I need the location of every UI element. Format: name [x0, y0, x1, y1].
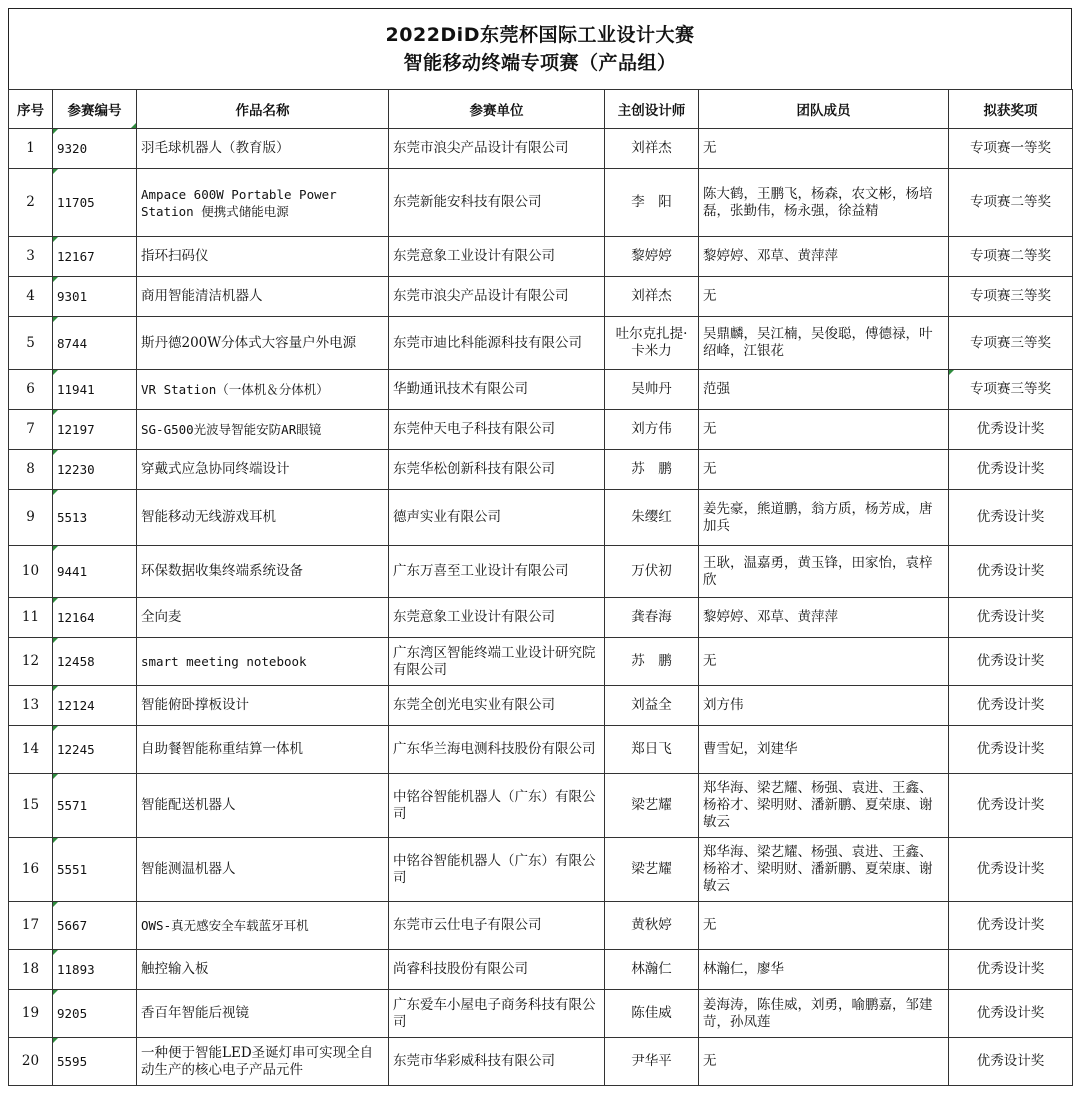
- header-code: 参赛编号: [53, 90, 137, 129]
- cell-award: 优秀设计奖: [949, 450, 1073, 490]
- cell-code: 9205: [53, 990, 137, 1038]
- cell-team: 范强: [699, 370, 949, 410]
- table-row: [9, 410, 1073, 450]
- cell-award: 优秀设计奖: [949, 990, 1073, 1038]
- cell-work-name: 智能配送机器人: [137, 774, 389, 838]
- cell-work-name: 斯丹德200W分体式大容量户外电源: [137, 317, 389, 370]
- cell-designer: 黄秋婷: [605, 902, 699, 950]
- table-row: [9, 317, 1073, 370]
- cell-team: 无: [699, 1038, 949, 1086]
- cell-index: 11: [9, 598, 53, 638]
- cell-code: 12164: [53, 598, 137, 638]
- cell-team: 黎婷婷、邓草、黄萍萍: [699, 237, 949, 277]
- cell-team: 姜先豪，熊道鹏，翁方质，杨芳成，唐加兵: [699, 490, 949, 546]
- header-designer: 主创设计师: [605, 90, 699, 129]
- cell-team: 吴鼎麟，吴江楠，吴俊聪，傅德禄，叶绍峰，江银花: [699, 317, 949, 370]
- table-row: [9, 838, 1073, 902]
- cell-award: 专项赛三等奖: [949, 317, 1073, 370]
- cell-award: 专项赛一等奖: [949, 129, 1073, 169]
- cell-work-name: 智能俯卧撑板设计: [137, 686, 389, 726]
- cell-index: 4: [9, 277, 53, 317]
- table-row: [9, 169, 1073, 237]
- cell-team: 郑华海、梁艺耀、杨强、袁进、王鑫、杨裕才、梁明财、潘新鹏、夏荣康、谢敏云: [699, 838, 949, 902]
- cell-award: 优秀设计奖: [949, 546, 1073, 598]
- table-row: [9, 277, 1073, 317]
- cell-code: 5571: [53, 774, 137, 838]
- cell-work-name: Ampace 600W Portable Power Station 便携式储能电源: [137, 169, 389, 237]
- cell-team: 无: [699, 450, 949, 490]
- cell-unit: 东莞市浪尖产品设计有限公司: [389, 277, 605, 317]
- cell-code: 5595: [53, 1038, 137, 1086]
- cell-unit: 东莞市浪尖产品设计有限公司: [389, 129, 605, 169]
- cell-code: 12458: [53, 638, 137, 686]
- cell-index: 3: [9, 237, 53, 277]
- cell-work-name: smart meeting notebook: [137, 638, 389, 686]
- cell-work-name: 触控输入板: [137, 950, 389, 990]
- cell-award: 专项赛三等奖: [949, 277, 1073, 317]
- cell-award: 优秀设计奖: [949, 774, 1073, 838]
- cell-award: 优秀设计奖: [949, 1038, 1073, 1086]
- cell-code: 9301: [53, 277, 137, 317]
- cell-designer: 刘祥杰: [605, 277, 699, 317]
- cell-team: 姜海涛，陈佳威，刘勇，喻鹏嘉，邹建苛，孙凤莲: [699, 990, 949, 1038]
- cell-index: 18: [9, 950, 53, 990]
- table-row: [9, 450, 1073, 490]
- table-header-row: [9, 90, 1073, 129]
- cell-work-name: 指环扫码仪: [137, 237, 389, 277]
- cell-award: 专项赛三等奖: [949, 370, 1073, 410]
- cell-work-name: OWS-真无感安全车载蓝牙耳机: [137, 902, 389, 950]
- cell-designer: 梁艺耀: [605, 838, 699, 902]
- title-line-1: 2022DiD东莞杯国际工业设计大赛: [385, 24, 695, 46]
- cell-designer: 刘方伟: [605, 410, 699, 450]
- cell-work-name: SG-G500光波导智能安防AR眼镜: [137, 410, 389, 450]
- cell-award: 专项赛二等奖: [949, 169, 1073, 237]
- cell-designer: 林瀚仁: [605, 950, 699, 990]
- cell-unit: 东莞意象工业设计有限公司: [389, 598, 605, 638]
- table-row: [9, 490, 1073, 546]
- cell-team: 无: [699, 410, 949, 450]
- cell-designer: 万伏初: [605, 546, 699, 598]
- table-row: [9, 546, 1073, 598]
- table-row: [9, 990, 1073, 1038]
- cell-unit: 华勤通讯技术有限公司: [389, 370, 605, 410]
- header-unit: 参赛单位: [389, 90, 605, 129]
- cell-index: 12: [9, 638, 53, 686]
- cell-award: 优秀设计奖: [949, 638, 1073, 686]
- header-index: 序号: [9, 90, 53, 129]
- award-table: [8, 89, 1073, 1086]
- cell-index: 6: [9, 370, 53, 410]
- cell-work-name: 香百年智能后视镜: [137, 990, 389, 1038]
- cell-designer: 黎婷婷: [605, 237, 699, 277]
- cell-index: 16: [9, 838, 53, 902]
- table-row: [9, 686, 1073, 726]
- cell-code: 5513: [53, 490, 137, 546]
- table-row: [9, 950, 1073, 990]
- cell-award: 优秀设计奖: [949, 902, 1073, 950]
- cell-work-name: 自助餐智能称重结算一体机: [137, 726, 389, 774]
- table-body: [9, 129, 1073, 1086]
- cell-team: 无: [699, 902, 949, 950]
- cell-code: 12124: [53, 686, 137, 726]
- cell-unit: 东莞华松创新科技有限公司: [389, 450, 605, 490]
- cell-unit: 广东湾区智能终端工业设计研究院有限公司: [389, 638, 605, 686]
- header-award: 拟获奖项: [949, 90, 1073, 129]
- cell-code: 12197: [53, 410, 137, 450]
- cell-work-name: VR Station（一体机＆分体机）: [137, 370, 389, 410]
- cell-work-name: 穿戴式应急协同终端设计: [137, 450, 389, 490]
- cell-designer: 吐尔克扎提·卡米力: [605, 317, 699, 370]
- cell-work-name: 商用智能清洁机器人: [137, 277, 389, 317]
- cell-designer: 苏 鹏: [605, 450, 699, 490]
- cell-award: 优秀设计奖: [949, 490, 1073, 546]
- cell-designer: 陈佳威: [605, 990, 699, 1038]
- cell-code: 9441: [53, 546, 137, 598]
- cell-index: 8: [9, 450, 53, 490]
- cell-award: 优秀设计奖: [949, 838, 1073, 902]
- cell-index: 7: [9, 410, 53, 450]
- cell-award: 优秀设计奖: [949, 686, 1073, 726]
- cell-team: 林瀚仁，廖华: [699, 950, 949, 990]
- header-work-name: 作品名称: [137, 90, 389, 129]
- table-row: [9, 370, 1073, 410]
- cell-unit: 广东万喜至工业设计有限公司: [389, 546, 605, 598]
- cell-unit: 东莞全创光电实业有限公司: [389, 686, 605, 726]
- table-row: [9, 638, 1073, 686]
- cell-index: 19: [9, 990, 53, 1038]
- cell-designer: 吴帅丹: [605, 370, 699, 410]
- cell-designer: 刘祥杰: [605, 129, 699, 169]
- cell-award: 专项赛二等奖: [949, 237, 1073, 277]
- cell-code: 11705: [53, 169, 137, 237]
- cell-designer: 梁艺耀: [605, 774, 699, 838]
- cell-unit: 中铭谷智能机器人（广东）有限公司: [389, 774, 605, 838]
- title-line-2: 智能移动终端专项赛（产品组）: [403, 52, 677, 74]
- cell-designer: 龚春海: [605, 598, 699, 638]
- table-row: [9, 1038, 1073, 1086]
- cell-designer: 李 阳: [605, 169, 699, 237]
- cell-team: 无: [699, 277, 949, 317]
- cell-team: 郑华海、梁艺耀、杨强、袁进、王鑫、杨裕才、梁明财、潘新鹏、夏荣康、谢敏云: [699, 774, 949, 838]
- cell-index: 17: [9, 902, 53, 950]
- cell-work-name: 羽毛球机器人（教育版）: [137, 129, 389, 169]
- cell-unit: 东莞仲天电子科技有限公司: [389, 410, 605, 450]
- cell-designer: 郑日飞: [605, 726, 699, 774]
- cell-designer: 苏 鹏: [605, 638, 699, 686]
- sheet-title: [8, 8, 1072, 89]
- cell-work-name: 一种便于智能LED圣诞灯串可实现全自动生产的核心电子产品元件: [137, 1038, 389, 1086]
- cell-code: 12245: [53, 726, 137, 774]
- cell-designer: 朱缨红: [605, 490, 699, 546]
- cell-designer: 刘益全: [605, 686, 699, 726]
- cell-designer: 尹华平: [605, 1038, 699, 1086]
- cell-award: 优秀设计奖: [949, 726, 1073, 774]
- cell-work-name: 智能移动无线游戏耳机: [137, 490, 389, 546]
- cell-unit: 东莞意象工业设计有限公司: [389, 237, 605, 277]
- cell-work-name: 全向麦: [137, 598, 389, 638]
- cell-team: 刘方伟: [699, 686, 949, 726]
- cell-unit: 东莞市云仕电子有限公司: [389, 902, 605, 950]
- cell-unit: 德声实业有限公司: [389, 490, 605, 546]
- cell-code: 9320: [53, 129, 137, 169]
- cell-index: 13: [9, 686, 53, 726]
- cell-award: 优秀设计奖: [949, 950, 1073, 990]
- cell-index: 15: [9, 774, 53, 838]
- table-row: [9, 774, 1073, 838]
- cell-team: 无: [699, 638, 949, 686]
- cell-team: 曹雪妃，刘建华: [699, 726, 949, 774]
- cell-team: 无: [699, 129, 949, 169]
- cell-code: 5667: [53, 902, 137, 950]
- cell-team: 黎婷婷、邓草、黄萍萍: [699, 598, 949, 638]
- cell-work-name: 智能测温机器人: [137, 838, 389, 902]
- table-row: [9, 598, 1073, 638]
- cell-unit: 东莞新能安科技有限公司: [389, 169, 605, 237]
- cell-unit: 东莞市迪比科能源科技有限公司: [389, 317, 605, 370]
- header-team: 团队成员: [699, 90, 949, 129]
- cell-index: 14: [9, 726, 53, 774]
- cell-work-name: 环保数据收集终端系统设备: [137, 546, 389, 598]
- cell-index: 10: [9, 546, 53, 598]
- cell-award: 优秀设计奖: [949, 598, 1073, 638]
- cell-code: 11893: [53, 950, 137, 990]
- cell-unit: 东莞市华彩威科技有限公司: [389, 1038, 605, 1086]
- table-row: [9, 726, 1073, 774]
- table-row: [9, 902, 1073, 950]
- cell-code: 5551: [53, 838, 137, 902]
- cell-code: 12230: [53, 450, 137, 490]
- cell-unit: 中铭谷智能机器人（广东）有限公司: [389, 838, 605, 902]
- cell-index: 9: [9, 490, 53, 546]
- cell-unit: 广东爱车小屋电子商务科技有限公司: [389, 990, 605, 1038]
- cell-team: 王耿，温嘉勇，黄玉锋，田家怡，袁梓欣: [699, 546, 949, 598]
- cell-code: 12167: [53, 237, 137, 277]
- table-row: [9, 237, 1073, 277]
- cell-index: 2: [9, 169, 53, 237]
- award-sheet: [8, 8, 1072, 1086]
- cell-index: 20: [9, 1038, 53, 1086]
- cell-team: 陈大鹤，王鹏飞，杨森，农文彬，杨培磊，张勤伟，杨永强，徐益精: [699, 169, 949, 237]
- cell-code: 11941: [53, 370, 137, 410]
- cell-award: 优秀设计奖: [949, 410, 1073, 450]
- cell-unit: 尚睿科技股份有限公司: [389, 950, 605, 990]
- table-row: [9, 129, 1073, 169]
- cell-index: 5: [9, 317, 53, 370]
- cell-code: 8744: [53, 317, 137, 370]
- cell-unit: 广东华兰海电测科技股份有限公司: [389, 726, 605, 774]
- cell-index: 1: [9, 129, 53, 169]
